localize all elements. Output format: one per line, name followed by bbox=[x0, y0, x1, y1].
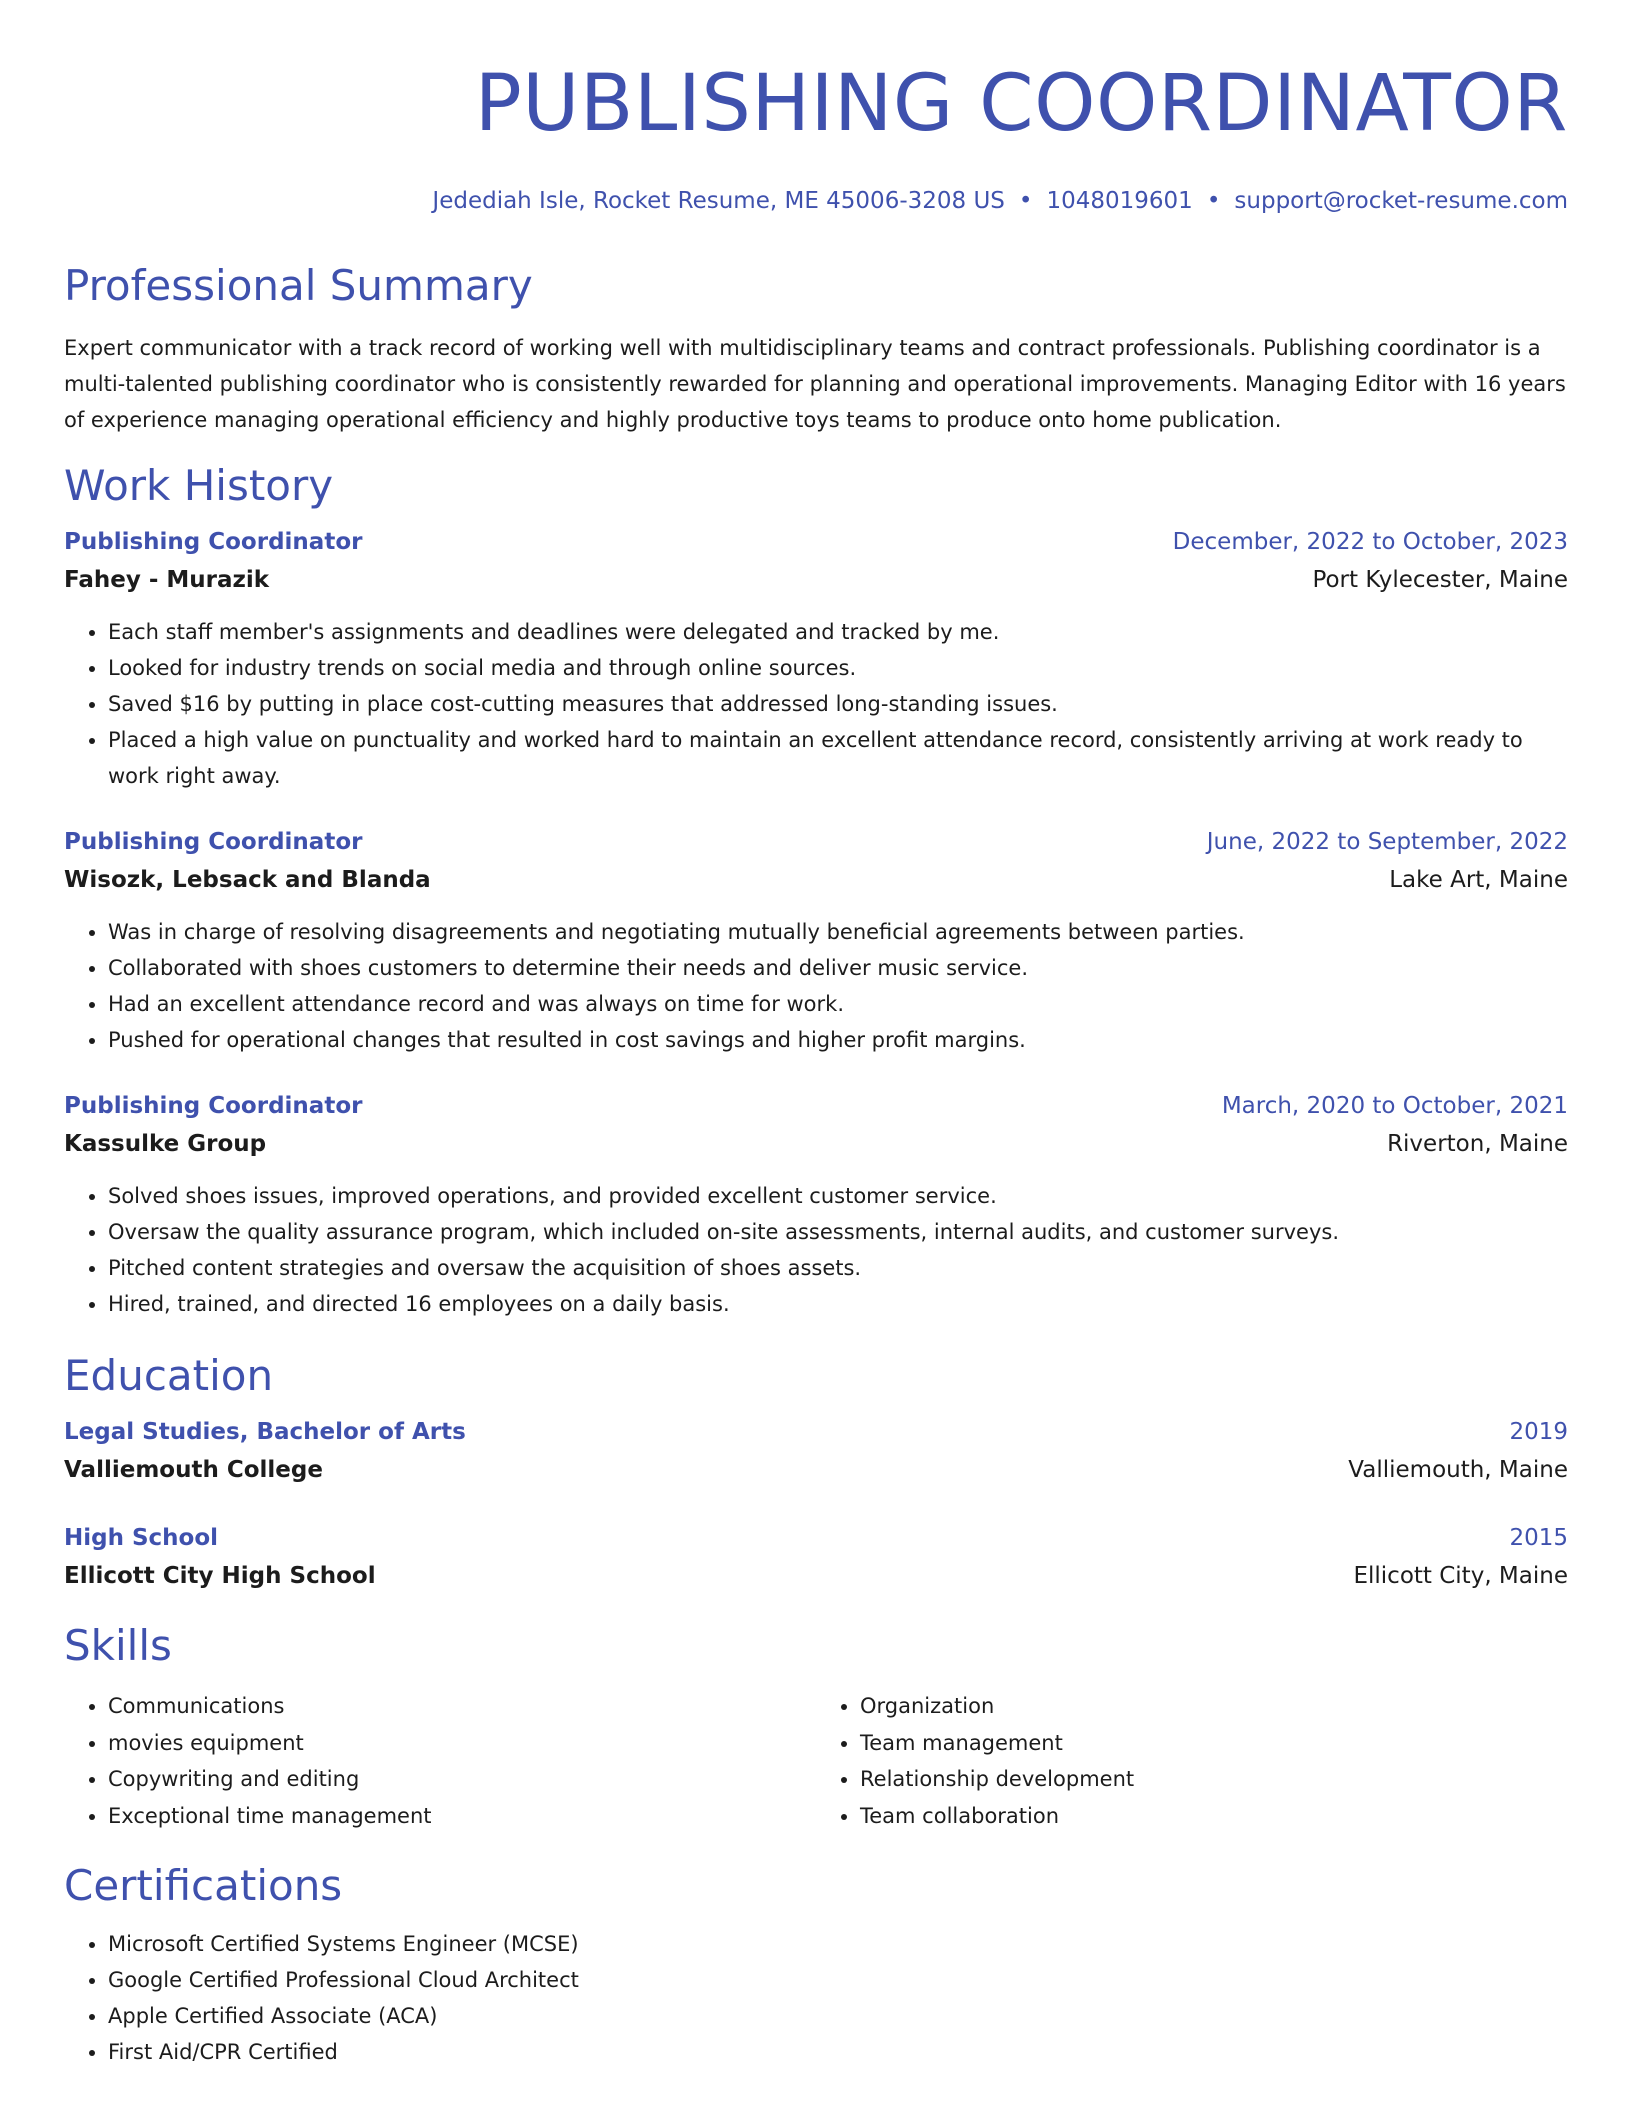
job-company: Kassulke Group bbox=[64, 1131, 267, 1157]
list-item: • Microsoft Certified Systems Engineer (MCSE) bbox=[108, 1926, 1568, 1962]
job-company: Fahey - Murazik bbox=[64, 567, 270, 593]
job-title: Publishing Coordinator bbox=[64, 529, 363, 555]
education-location: Ellicott City, Maine bbox=[1353, 1563, 1568, 1589]
job-bullets bbox=[64, 1178, 1568, 1322]
work-history-section bbox=[64, 460, 1568, 1322]
skills-list-left bbox=[64, 1688, 816, 1834]
education-degree: Legal Studies, Bachelor of Arts bbox=[64, 1419, 466, 1445]
section-heading-education: Education bbox=[64, 1351, 274, 1400]
job-bullets bbox=[64, 914, 1568, 1058]
list-item: • Communications bbox=[108, 1688, 816, 1725]
job-bullets bbox=[64, 614, 1568, 794]
summary-section bbox=[64, 260, 1568, 438]
list-item: • Collaborated with shoes customers to determine their needs and deliver music service. bbox=[108, 950, 1568, 986]
contact-email: support@rocket-resume.com bbox=[1234, 188, 1568, 214]
job-dates: June, 2022 to September, 2022 bbox=[1206, 829, 1568, 855]
list-item: • movies equipment bbox=[108, 1725, 816, 1762]
list-item: • Pitched content strategies and oversaw the acquisition of shoes assets. bbox=[108, 1250, 1568, 1286]
section-heading-skills: Skills bbox=[64, 1621, 172, 1670]
education-year: 2019 bbox=[1509, 1419, 1568, 1445]
list-item: • Each staff member's assignments and deadlines were delegated and tracked by me. bbox=[108, 614, 1568, 650]
job-entry bbox=[64, 524, 1568, 794]
list-item: • Saved $16 by putting in place cost-cutting measures that addressed long-standing issues. bbox=[108, 686, 1568, 722]
job-title: Publishing Coordinator bbox=[64, 829, 363, 855]
list-item: • Organization bbox=[860, 1688, 1568, 1725]
job-company: Wisozk, Lebsack and Blanda bbox=[64, 867, 431, 893]
list-item: • Placed a high value on punctuality and worked hard to maintain an excellent attendance record, consistently arriving at work ready to work right away. bbox=[108, 722, 1568, 794]
section-heading-work-history: Work History bbox=[64, 461, 334, 510]
education-degree: High School bbox=[64, 1525, 219, 1551]
job-entry bbox=[64, 824, 1568, 1058]
education-school: Valliemouth College bbox=[64, 1457, 323, 1483]
resume-title: PUBLISHING COORDINATOR bbox=[474, 59, 1568, 149]
education-entry bbox=[64, 1520, 1568, 1596]
education-section bbox=[64, 1350, 1568, 1596]
list-item: • Solved shoes issues, improved operations, and provided excellent customer service. bbox=[108, 1178, 1568, 1214]
contact-separator: • bbox=[1018, 188, 1033, 214]
list-item: • Google Certified Professional Cloud Architect bbox=[108, 1962, 1568, 1998]
education-location: Valliemouth, Maine bbox=[1348, 1457, 1568, 1483]
job-location: Port Kylecester, Maine bbox=[1312, 567, 1568, 593]
list-item: • Looked for industry trends on social media and through online sources. bbox=[108, 650, 1568, 686]
education-school: Ellicott City High School bbox=[64, 1563, 376, 1589]
list-item: • Oversaw the quality assurance program, which included on-site assessments, internal audits, and customer surveys. bbox=[108, 1214, 1568, 1250]
job-dates: March, 2020 to October, 2021 bbox=[1221, 1093, 1568, 1119]
contact-address: Jedediah Isle, Rocket Resume, ME 45006-3208 US bbox=[432, 188, 1005, 214]
skills-section bbox=[64, 1620, 1568, 1834]
certifications-section bbox=[64, 1860, 1568, 2070]
list-item: • Was in charge of resolving disagreements and negotiating mutually beneficial agreements between parties. bbox=[108, 914, 1568, 950]
list-item: • Copywriting and editing bbox=[108, 1761, 816, 1798]
list-item: • Had an excellent attendance record and was always on time for work. bbox=[108, 986, 1568, 1022]
list-item: • Relationship development bbox=[860, 1761, 1568, 1798]
section-heading-certifications: Certifications bbox=[64, 1861, 343, 1910]
job-location: Lake Art, Maine bbox=[1389, 867, 1568, 893]
skills-list-right bbox=[816, 1688, 1568, 1834]
job-location: Riverton, Maine bbox=[1387, 1131, 1568, 1157]
job-entry bbox=[64, 1088, 1568, 1322]
list-item: • Apple Certified Associate (ACA) bbox=[108, 1998, 1568, 2034]
job-title: Publishing Coordinator bbox=[64, 1093, 363, 1119]
list-item: • Hired, trained, and directed 16 employees on a daily basis. bbox=[108, 1286, 1568, 1322]
summary-text: Expert communicator with a track record of working well with multidisciplinary teams and contract professionals. Publishing coordinator is a multi-talented publishing coordinator who is consistently rewarded for planning and operational improvements. Managing Editor with 16 years of experience managing operational efficiency and highly productive toys teams to produce onto home publication. bbox=[64, 336, 1566, 432]
list-item: • Team collaboration bbox=[860, 1798, 1568, 1835]
contact-separator: • bbox=[1206, 188, 1221, 214]
list-item: • Pushed for operational changes that resulted in cost savings and higher profit margins. bbox=[108, 1022, 1568, 1058]
skills-grid bbox=[64, 1688, 1568, 1834]
certifications-list bbox=[64, 1926, 1568, 2070]
list-item: • First Aid/CPR Certified bbox=[108, 2034, 1568, 2070]
list-item: • Exceptional time management bbox=[108, 1798, 816, 1835]
education-year: 2015 bbox=[1509, 1525, 1568, 1551]
contact-line bbox=[64, 186, 1568, 216]
section-heading-summary: Professional Summary bbox=[64, 261, 533, 310]
contact-phone: 1048019601 bbox=[1046, 188, 1193, 214]
education-entry bbox=[64, 1414, 1568, 1490]
list-item: • Team management bbox=[860, 1725, 1568, 1762]
job-dates: December, 2022 to October, 2023 bbox=[1172, 529, 1568, 555]
